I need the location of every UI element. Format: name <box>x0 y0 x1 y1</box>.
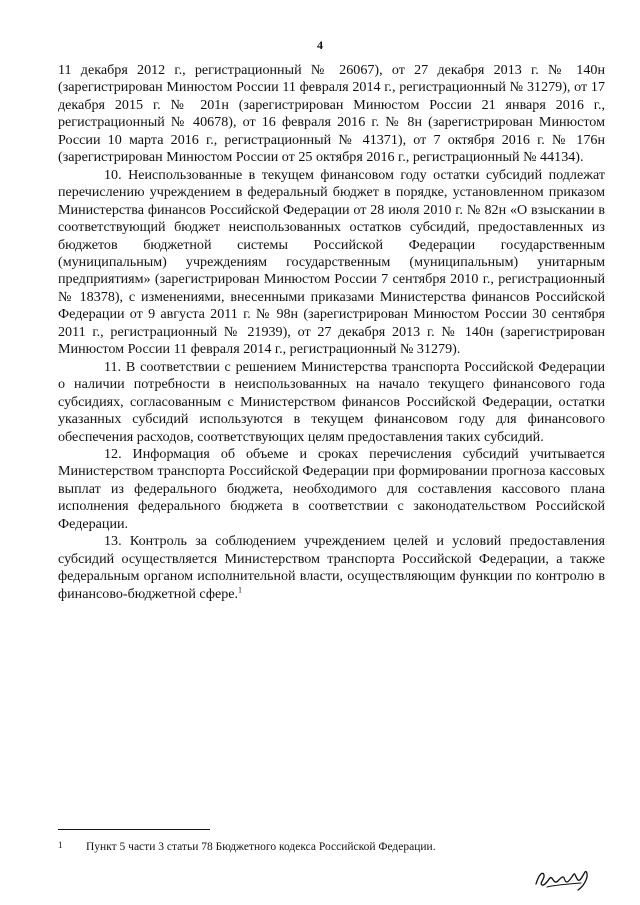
footnote-divider <box>58 829 210 830</box>
handwritten-signature <box>533 866 595 892</box>
paragraph-item-11: 11. В соответствии с решением Министерства транспорта Российской Федерации о наличии потребности в неиспользованных на начало текущего финансового года субсидиях, согласованным с Министерством финансов Российской Федерации, остатки указанных субсидий используются в текущем финансовом году для финансового обеспечения расходов, соответствующих целям предоставления таких субсидий. <box>58 358 605 445</box>
page-number: 4 <box>317 38 323 52</box>
paragraph-item-13-text: 13. Контроль за соблюдением учреждением целей и условий предоставления субсидий осуществляется Министерством транспорта Российской Федерации, а также федеральным органом исполнительной власти, осуществляющим функции по контролю в финансово-бюджетной сфере. <box>58 533 605 602</box>
paragraph-item-12: 12. Информация об объеме и сроках перечисления субсидий учитывается Министерством транспорта Российской Федерации при формировании прогноза кассовых выплат из федерального бюджета, необходимого для составления кассового плана исполнения федерального бюджета в соответствии с законодательством Российской Федерации. <box>58 445 605 532</box>
document-body <box>58 62 605 603</box>
footnote-text: Пункт 5 части 3 статьи 78 Бюджетного кодекса Российской Федерации. <box>86 841 436 853</box>
footnote-number: 1 <box>58 840 63 850</box>
paragraph-continuation: 11 декабря 2012 г., регистрационный № 26067), от 27 декабря 2013 г. № 140н (зарегистрирован Минюстом России 11 февраля 2014 г., регистрационный № 31279), от 17 декабря 2015 г. № 201н (зарегистрирован Минюстом России 21 января 2016 г., регистрационный № 40678), от 16 февраля 2016 г. № 8н (зарегистрирован Минюстом России 10 марта 2016 г., регистрационный № 41371), от 7 октября 2016 г. № 176н (зарегистрирован Минюстом России от 25 октября 2016 г., регистрационный № 44134). <box>58 62 605 166</box>
paragraph-item-10: 10. Неиспользованные в текущем финансовом году остатки субсидий подлежат перечислению учреждением в федеральный бюджет в порядке, установленном приказом Министерства финансов Российской Федерации от 28 июля 2010 г. № 82н «О взыскании в соответствующий бюджет неиспользованных остатков субсидий, предоставленных из бюджетов бюджетной системы Российской Федерации государственным (муниципальным) учреждениям государственным (муниципальным) унитарным предприятиям» (зарегистрирован Минюстом России 7 сентября 2010 г., регистрационный № 18378), с изменениями, внесенными приказами Министерства финансов Российской Федерации от 9 августа 2011 г. № 98н (зарегистрирован Минюстом России 30 сентября 2011 г., регистрационный № 21939), от 27 декабря 2013 г. № 140н (зарегистрирован Минюстом России 11 февраля 2014 г., регистрационный № 31279). <box>58 166 605 358</box>
footnote-reference[interactable]: 1 <box>238 584 243 594</box>
paragraph-item-13 <box>58 533 605 603</box>
footnote <box>58 840 605 855</box>
